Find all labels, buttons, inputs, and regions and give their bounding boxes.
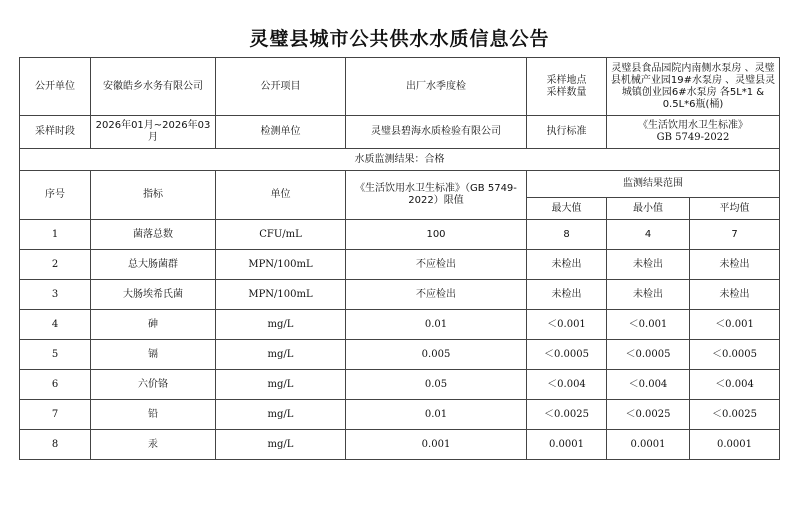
cell-max: 未检出 xyxy=(527,280,607,310)
result-row xyxy=(20,149,780,171)
cell-min: ＜0.001 xyxy=(607,310,690,340)
page-title: 灵璧县城市公共供水水质信息公告 xyxy=(249,28,550,50)
cell-min: 未检出 xyxy=(607,280,690,310)
table-row xyxy=(20,370,780,400)
publisher-value: 安徽皓乡水务有限公司 xyxy=(91,58,216,116)
cell-max: 0.0001 xyxy=(527,430,607,460)
item-value: 出厂水季度检 xyxy=(346,58,527,116)
cell-no: 7 xyxy=(20,400,91,430)
result-text: 水质监测结果：合格 xyxy=(20,149,780,171)
cell-avg: ＜0.001 xyxy=(690,310,780,340)
cell-indicator: 六价铬 xyxy=(91,370,216,400)
cell-min: 4 xyxy=(607,220,690,250)
cell-no: 1 xyxy=(20,220,91,250)
cell-min: ＜0.0025 xyxy=(607,400,690,430)
cell-indicator: 汞 xyxy=(91,430,216,460)
lab-label: 检测单位 xyxy=(216,116,346,149)
table-row xyxy=(20,250,780,280)
sampling-value: 灵璧县食品园院内南侧水泵房 、灵璧县机械产业园19#水泵房 、灵璧县灵城镇创业园6#水泵房 各5L*1 & 0.5L*6瓶(桶) xyxy=(607,58,780,116)
cell-min: 未检出 xyxy=(607,250,690,280)
cell-limit: 0.005 xyxy=(346,340,527,370)
cell-no: 2 xyxy=(20,250,91,280)
col-header-unit: 单位 xyxy=(216,171,346,220)
cell-unit: mg/L xyxy=(216,310,346,340)
cell-no: 5 xyxy=(20,340,91,370)
cell-limit: 0.01 xyxy=(346,400,527,430)
cell-limit: 0.01 xyxy=(346,310,527,340)
header-row-period xyxy=(20,116,780,149)
cell-max: ＜0.001 xyxy=(527,310,607,340)
cell-avg: ＜0.0025 xyxy=(690,400,780,430)
cell-max: ＜0.0025 xyxy=(527,400,607,430)
cell-avg: 未检出 xyxy=(690,280,780,310)
cell-limit: 100 xyxy=(346,220,527,250)
cell-avg: 未检出 xyxy=(690,250,780,280)
cell-max: ＜0.0005 xyxy=(527,340,607,370)
cell-no: 8 xyxy=(20,430,91,460)
cell-min: ＜0.004 xyxy=(607,370,690,400)
cell-indicator: 菌落总数 xyxy=(91,220,216,250)
col-header-min: 最小值 xyxy=(607,198,690,220)
item-label: 公开项目 xyxy=(216,58,346,116)
table-row xyxy=(20,280,780,310)
cell-avg: 0.0001 xyxy=(690,430,780,460)
standard-label: 执行标准 xyxy=(527,116,607,149)
cell-avg: ＜0.004 xyxy=(690,370,780,400)
col-header-range: 监测结果范围 xyxy=(527,171,780,198)
cell-limit: 不应检出 xyxy=(346,280,527,310)
cell-no: 4 xyxy=(20,310,91,340)
cell-avg: 7 xyxy=(690,220,780,250)
cell-unit: MPN/100mL xyxy=(216,280,346,310)
cell-unit: mg/L xyxy=(216,430,346,460)
col-header-avg: 平均值 xyxy=(690,198,780,220)
cell-max: 未检出 xyxy=(527,250,607,280)
cell-limit: 不应检出 xyxy=(346,250,527,280)
cell-min: ＜0.0005 xyxy=(607,340,690,370)
sampling-location-label: 采样地点 xyxy=(546,74,587,86)
cell-unit: mg/L xyxy=(216,370,346,400)
cell-limit: 0.001 xyxy=(346,430,527,460)
col-header-indicator: 指标 xyxy=(91,171,216,220)
cell-unit: mg/L xyxy=(216,400,346,430)
cell-unit: mg/L xyxy=(216,340,346,370)
cell-no: 3 xyxy=(20,280,91,310)
cell-no: 6 xyxy=(20,370,91,400)
cell-unit: MPN/100mL xyxy=(216,250,346,280)
cell-indicator: 镉 xyxy=(91,340,216,370)
column-header-row xyxy=(20,171,780,198)
standard-code: GB 5749-2022 xyxy=(656,132,730,143)
standard-value xyxy=(607,116,780,149)
lab-value: 灵璧县碧海水质检验有限公司 xyxy=(346,116,527,149)
cell-indicator: 铅 xyxy=(91,400,216,430)
publisher-label: 公开单位 xyxy=(20,58,91,116)
cell-max: 8 xyxy=(527,220,607,250)
table-row xyxy=(20,310,780,340)
cell-unit: CFU/mL xyxy=(216,220,346,250)
table-row xyxy=(20,220,780,250)
table-row xyxy=(20,430,780,460)
cell-avg: ＜0.0005 xyxy=(690,340,780,370)
table-row xyxy=(20,340,780,370)
period-value: 2026年01月~2026年03月 xyxy=(91,116,216,149)
cell-indicator: 砷 xyxy=(91,310,216,340)
cell-limit: 0.05 xyxy=(346,370,527,400)
cell-min: 0.0001 xyxy=(607,430,690,460)
water-quality-table xyxy=(19,57,780,460)
table-row xyxy=(20,400,780,430)
cell-indicator: 总大肠菌群 xyxy=(91,250,216,280)
header-row-publisher xyxy=(20,58,780,116)
period-label: 采样时段 xyxy=(20,116,91,149)
sampling-count-label: 采样数量 xyxy=(546,86,587,98)
col-header-max: 最大值 xyxy=(527,198,607,220)
col-header-no: 序号 xyxy=(20,171,91,220)
cell-indicator: 大肠埃希氏菌 xyxy=(91,280,216,310)
col-header-limit: 《生活饮用水卫生标准》（GB 5749-2022）限值 xyxy=(346,171,527,220)
standard-name: 《生活饮用水卫生标准》 xyxy=(638,120,748,131)
sampling-label xyxy=(527,58,607,116)
cell-max: ＜0.004 xyxy=(527,370,607,400)
